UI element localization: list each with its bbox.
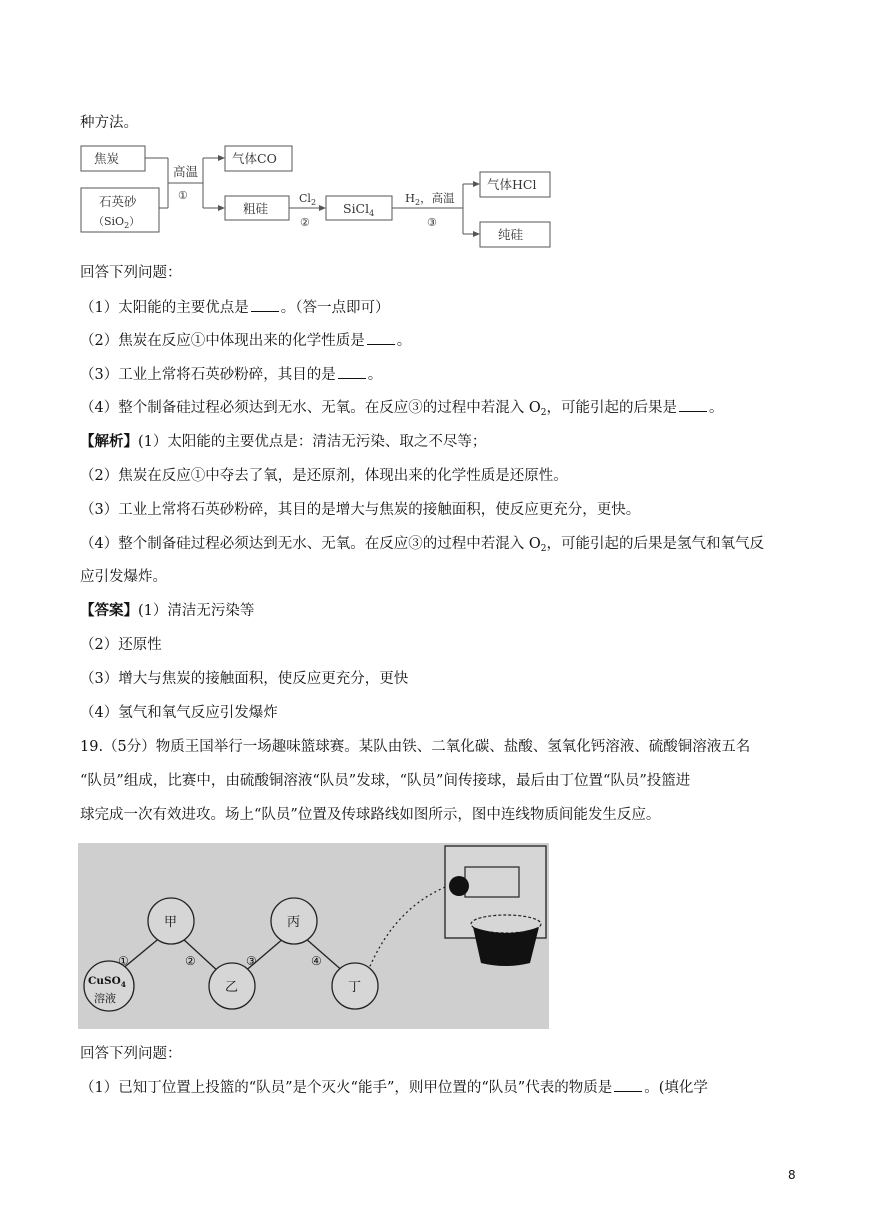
label-solution: 溶液 [94,992,116,1005]
q19-line-3: 球完成一次有效进攻。场上“队员”位置及传球路线如图所示，图中连线物质间能发生反应。 [80,807,661,823]
basketball [449,876,469,896]
label-sicl4: SiCl$_4$ [343,201,375,218]
label-step2-num: ② [300,216,310,229]
label-cuso4: CuSO$_4$ [88,975,126,989]
label-coke: 焦炭 [94,151,120,166]
label-gas-co: 气体CO [232,151,277,166]
label-step2-cond: $Cl_2$ [299,192,317,207]
analysis-line-4: （4）整个制备硅过程必须达到无水、无氧。在反应③的过程中若混入 $O_2$，可能引起的后果是氢气和氧气反 [80,536,764,554]
q19-line-1: 19.（5分）物质王国举行一场趣味篮球赛。某队由铁、二氧化碳、盐酸、氢氧化钙溶液、硫酸铜溶液五名 [80,739,751,755]
answer-blank[interactable] [614,1079,642,1092]
analysis-line-2: （2）焦炭在反应①中夺去了氧，是还原剂，体现出来的化学性质是还原性。 [80,468,568,484]
answer-line-3: （3）增大与焦炭的接触面积，使反应更充分，更快 [80,671,409,687]
label-quartz: 石英砂 [99,194,137,209]
arrow-to-crude [218,205,225,211]
page-number: 8 [788,1168,796,1182]
answer-blank[interactable] [338,366,366,379]
label-yi: 乙 [225,980,239,995]
basketball-pass-diagram [78,843,549,1029]
label-gas-hcl: 气体HCl [487,177,537,192]
analysis-line-1: 【解析】(1）太阳能的主要优点是：清洁无污染、取之不尽等； [80,433,487,450]
label-jia: 甲 [164,915,178,930]
answer-blank[interactable] [679,399,707,412]
analysis-line-3: （3）工业上常将石英砂粉碎，其目的是增大与焦炭的接触面积，使反应更充分，更快。 [80,502,641,518]
label-step1-num: ① [178,189,188,202]
label-quartz-formula: （SiO$_2$） [93,215,141,230]
label-ding: 丁 [348,980,362,995]
q18-question-1: （1）太阳能的主要优点是 。（答一点即可） [80,300,390,316]
analysis-tag: 【解析】 [80,433,138,450]
q19-line-2: “队员”组成，比赛中，由硫酸铜溶液“队员”发球，“队员”间传接球，最后由丁位置“队员”投篮进 [80,773,691,789]
analysis-line-5: 应引发爆炸。 [80,569,167,585]
answer-blank[interactable] [251,299,279,312]
q18-question-3: （3）工业上常将石英砂粉碎，其目的是 。 [80,367,383,383]
answer-blank[interactable] [367,332,395,345]
answer-line-4: （4）氢气和氧气反应引发爆炸 [80,705,278,721]
silicon-preparation-flowchart [80,143,560,251]
intro-text: 种方法。 [80,115,138,131]
q18-question-2: （2）焦炭在反应①中体现出来的化学性质是 。 [80,333,412,349]
label-pass-4: ④ [311,954,322,968]
answer-line-1: 【答案】(1）清洁无污染等 [80,602,255,619]
label-pass-3: ③ [246,954,257,968]
answer-tag: 【答案】 [80,602,138,619]
q19-question-1: （1）已知丁位置上投篮的“队员”是个灭火“能手”，则甲位置的“队员”代表的物质是 。(填化学 [80,1080,708,1096]
arrow-to-hcl [473,181,480,187]
label-step3-num: ③ [427,216,437,229]
label-crude-si: 粗硅 [243,201,269,216]
q18-prompt: 回答下列问题： [80,265,182,281]
q18-question-4: （4）整个制备硅过程必须达到无水、无氧。在反应③的过程中若混入 $O_2$，可能引起的后果是 。 [80,400,724,418]
label-pure-si: 纯硅 [498,227,524,242]
label-bing: 丙 [287,915,301,930]
label-pass-2: ② [185,954,196,968]
arrow-to-sicl4 [319,205,326,211]
arrow-to-pure [473,231,480,237]
label-pass-1: ① [118,954,129,968]
label-step1-cond: 高温 [173,164,199,179]
q19-prompt: 回答下列问题： [80,1046,182,1062]
label-step3-cond: $H_2$，高温 [405,191,455,207]
answer-line-2: （2）还原性 [80,637,162,653]
arrow-to-co [218,155,225,161]
